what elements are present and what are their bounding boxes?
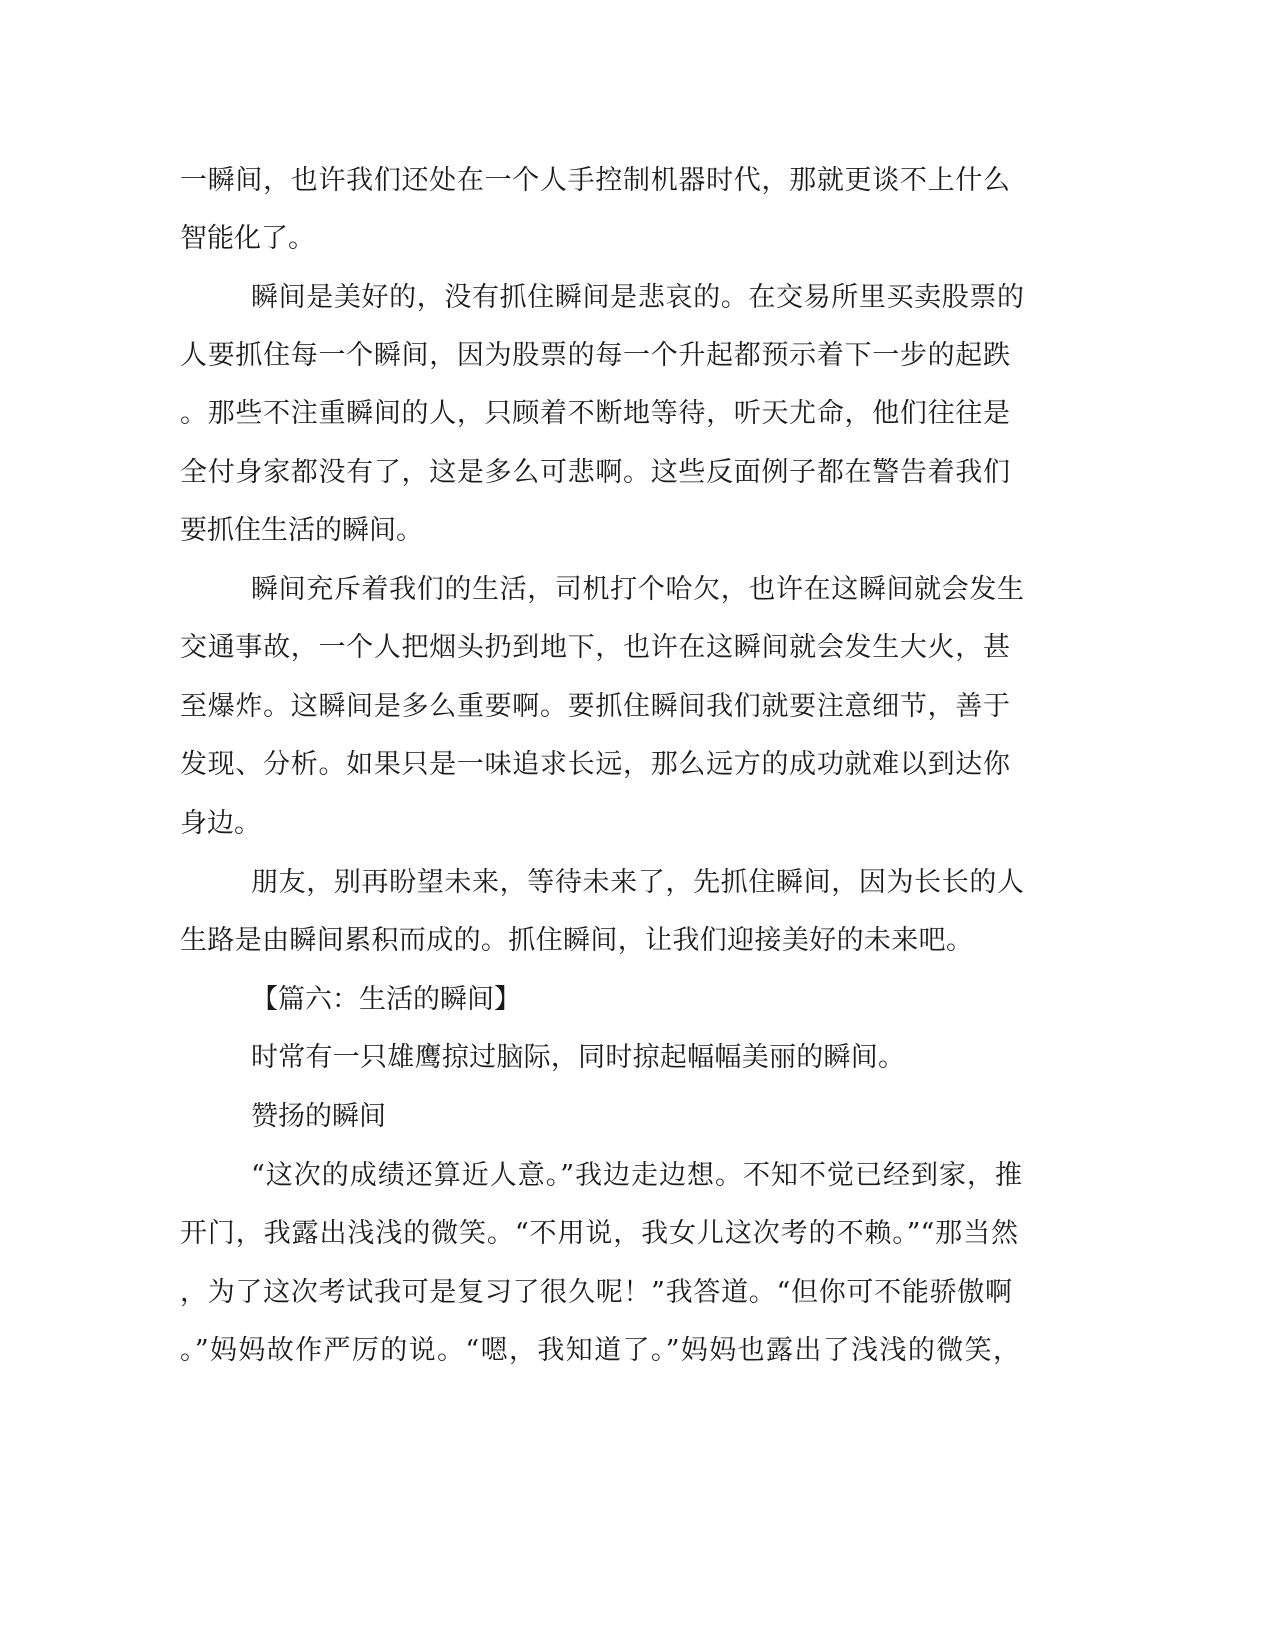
- text-line: [0, 1214, 1275, 1254]
- text-line-content: 开门，我露出浅浅的微笑。“不用说，我女儿这次考的不赖。”“那当然: [180, 1218, 1018, 1249]
- text-line: [0, 511, 1275, 551]
- text-line-content: 。那些不注重瞬间的人，只顾着不断地等待，听天尤命，他们往往是: [180, 398, 1010, 429]
- text-line: [0, 1156, 1275, 1196]
- text-line: [0, 687, 1275, 727]
- text-line: [0, 1273, 1275, 1313]
- text-line-content: 一瞬间，也许我们还处在一个人手控制机器时代，那就更谈不上什么: [180, 165, 1010, 196]
- text-line-content: 生路是由瞬间累积而成的。抓住瞬间，让我们迎接美好的未来吧。: [180, 925, 973, 956]
- text-line: [0, 1331, 1275, 1371]
- text-line-content: 身边。: [180, 808, 261, 839]
- text-line: [0, 394, 1275, 434]
- text-line: [0, 628, 1275, 668]
- text-line: [0, 863, 1275, 903]
- text-line-content: 交通事故，一个人把烟头扔到地下，也许在这瞬间就会发生大火，甚: [180, 632, 1010, 663]
- text-line-content: 要抓住生活的瞬间。: [180, 515, 423, 546]
- text-line: [0, 453, 1275, 493]
- text-line: [0, 336, 1275, 376]
- text-line-content: 朋友，别再盼望未来，等待未来了，先抓住瞬间，因为长长的人: [251, 867, 1024, 898]
- text-line-content: ，为了这次考试我可是复习了很久呢！”我答道。“但你可不能骄傲啊: [180, 1277, 1012, 1308]
- section-heading-text: 【篇六：生活的瞬间】: [251, 984, 521, 1015]
- text-line-content: 时常有一只雄鹰掠过脑际，同时掠起幅幅美丽的瞬间。: [251, 1042, 905, 1073]
- text-line-content: 智能化了。: [180, 223, 315, 254]
- text-line-content: 。”妈妈故作严厉的说。“嗯，我知道了。”妈妈也露出了浅浅的微笑，: [180, 1335, 1020, 1366]
- text-line: [0, 921, 1275, 961]
- text-line-content: “这次的成绩还算近人意。”我边走边想。不知不觉已经到家，推: [251, 1160, 1022, 1191]
- text-line-content: 全付身家都没有了，这是多么可悲啊。这些反面例子都在警告着我们: [180, 457, 1010, 488]
- text-line: [0, 570, 1275, 610]
- text-line: [0, 804, 1275, 844]
- subheading-text: 赞扬的瞬间: [251, 1101, 386, 1132]
- text-line: [0, 1038, 1275, 1078]
- subheading: [0, 1097, 1275, 1137]
- text-line: [0, 219, 1275, 259]
- text-line-content: 发现、分析。如果只是一味追求长远，那么远方的成功就难以到达你: [180, 749, 1010, 780]
- text-line-content: 至爆炸。这瞬间是多么重要啊。要抓住瞬间我们就要注意细节，善于: [180, 691, 1010, 722]
- text-line: [0, 161, 1275, 201]
- section-heading: [0, 980, 1275, 1020]
- text-line-content: 人要抓住每一个瞬间，因为股票的每一个升起都预示着下一步的起跌: [180, 340, 1010, 371]
- text-line: [0, 745, 1275, 785]
- text-line: [0, 278, 1275, 318]
- text-line-content: 瞬间是美好的，没有抓住瞬间是悲哀的。在交易所里买卖股票的: [251, 282, 1024, 313]
- text-line-content: 瞬间充斥着我们的生活，司机打个哈欠，也许在这瞬间就会发生: [251, 574, 1024, 605]
